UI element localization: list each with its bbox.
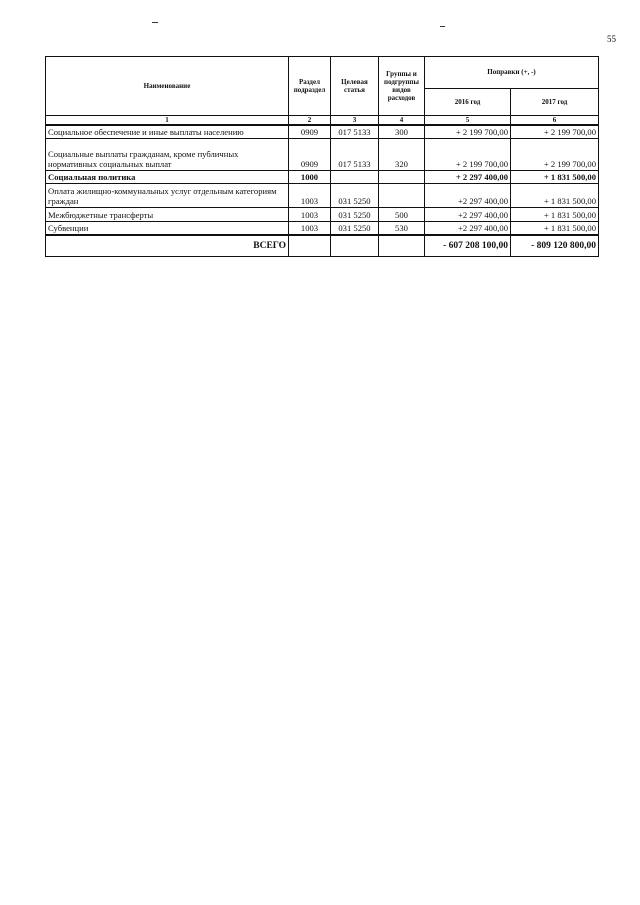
row-value-2016: + 2 199 700,00: [425, 138, 511, 170]
row-group: 320: [379, 138, 425, 170]
row-value-2017: + 1 831 500,00: [511, 183, 599, 207]
row-target: 031 5250: [331, 207, 379, 221]
row-value-2016: +2 297 400,00: [425, 221, 511, 235]
scan-speck: [440, 26, 445, 27]
row-section: 1003: [289, 221, 331, 235]
row-value-2017: + 2 199 700,00: [511, 138, 599, 170]
row-name: Субвенции: [46, 221, 289, 235]
header-year-2016: 2016 год: [425, 89, 511, 116]
table-row: [46, 183, 599, 207]
total-empty-cell: [379, 235, 425, 257]
row-value-2017: + 1 831 500,00: [511, 207, 599, 221]
total-empty-cell: [331, 235, 379, 257]
table-row: [46, 207, 599, 221]
row-name: Социальная политика: [46, 170, 289, 183]
column-number: 6: [511, 116, 599, 126]
header-section: Раздел подраздел: [289, 57, 331, 116]
column-number: 2: [289, 116, 331, 126]
amendments-table: [45, 56, 599, 257]
row-name: Оплата жилищно-коммунальных услуг отдельным категориям граждан: [46, 183, 289, 207]
total-label: ВСЕГО: [46, 235, 289, 257]
header-amendments: Поправки (+, -): [425, 57, 599, 89]
row-target: 031 5250: [331, 221, 379, 235]
table-row: [46, 170, 599, 183]
header-target: Целевая статья: [331, 57, 379, 116]
row-target: 017 5133: [331, 138, 379, 170]
column-number: 3: [331, 116, 379, 126]
row-target: [331, 170, 379, 183]
row-group: 500: [379, 207, 425, 221]
row-section: 0909: [289, 125, 331, 138]
row-target: 017 5133: [331, 125, 379, 138]
row-value-2017: + 1 831 500,00: [511, 221, 599, 235]
column-number: 1: [46, 116, 289, 126]
row-section: 1003: [289, 207, 331, 221]
table-row: [46, 138, 599, 170]
row-section: 1003: [289, 183, 331, 207]
row-value-2017: + 2 199 700,00: [511, 125, 599, 138]
total-value-2016: - 607 208 100,00: [425, 235, 511, 257]
row-value-2016: +2 297 400,00: [425, 183, 511, 207]
row-name: Социальное обеспечение и иные выплаты населению: [46, 125, 289, 138]
row-target: 031 5250: [331, 183, 379, 207]
row-section: 1000: [289, 170, 331, 183]
table-row: [46, 125, 599, 138]
total-empty-cell: [289, 235, 331, 257]
row-group: 300: [379, 125, 425, 138]
row-group: [379, 183, 425, 207]
row-name: Межбюджетные трансферты: [46, 207, 289, 221]
row-name: Социальные выплаты гражданам, кроме публичных нормативных социальных выплат: [46, 138, 289, 170]
row-group: [379, 170, 425, 183]
row-section: 0909: [289, 138, 331, 170]
total-value-2017: - 809 120 800,00: [511, 235, 599, 257]
row-group: 530: [379, 221, 425, 235]
page-number: 55: [607, 34, 616, 44]
row-value-2016: + 2 297 400,00: [425, 170, 511, 183]
column-number: 5: [425, 116, 511, 126]
scan-speck: [152, 22, 158, 23]
table-row: [46, 221, 599, 235]
header-name: Наименование: [46, 57, 289, 116]
row-value-2016: +2 297 400,00: [425, 207, 511, 221]
row-value-2016: + 2 199 700,00: [425, 125, 511, 138]
header-groups: Группы и подгруппы видов расходов: [379, 57, 425, 116]
total-row: [46, 235, 599, 257]
column-number: 4: [379, 116, 425, 126]
header-year-2017: 2017 год: [511, 89, 599, 116]
row-value-2017: + 1 831 500,00: [511, 170, 599, 183]
